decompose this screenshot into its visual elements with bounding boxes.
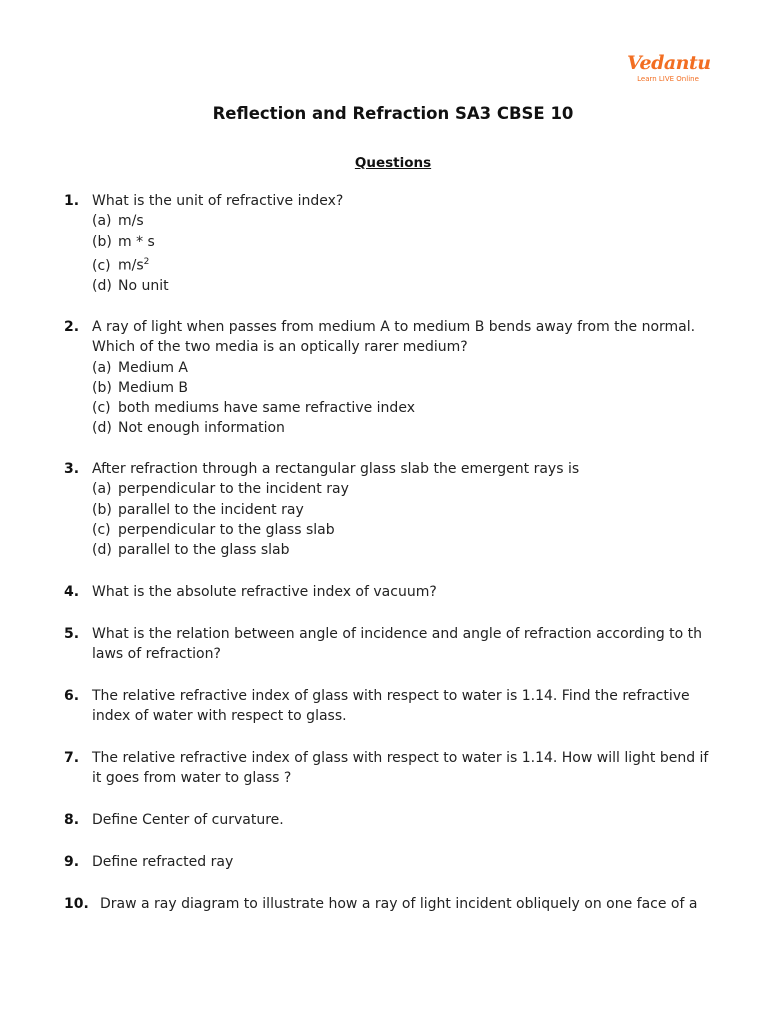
option-text: m * s	[118, 233, 155, 250]
question-number: 10.	[64, 896, 89, 912]
option-text: parallel to the incident ray	[118, 501, 304, 518]
question-item	[64, 748, 728, 789]
questions-heading: Questions	[354, 155, 432, 171]
question-number: 1.	[64, 193, 80, 209]
question-body	[92, 810, 728, 830]
question-number: 8.	[64, 812, 80, 828]
question-text: Which of the two media is an optically rarer medium?	[92, 339, 468, 356]
question-text: Define refracted ray	[92, 854, 234, 870]
answer-option	[92, 520, 728, 540]
question-body	[100, 894, 728, 914]
answer-option	[92, 398, 728, 418]
option-text: m/s	[118, 257, 144, 274]
option-label: (d)	[92, 542, 112, 559]
answer-option	[92, 500, 728, 520]
option-text: Medium A	[118, 359, 189, 376]
page-cutoff	[0, 919, 768, 1024]
question-body	[92, 459, 728, 560]
option-label: (d)	[92, 420, 112, 437]
option-text: perpendicular to the glass slab	[118, 521, 335, 538]
question-text: index of water with respect to glass.	[92, 708, 347, 725]
option-label: (b)	[92, 233, 112, 250]
question-body	[92, 852, 728, 872]
page-title: Reflection and Refraction SA3 CBSE 10	[212, 104, 574, 123]
option-label: (a)	[92, 213, 112, 230]
question-text: laws of refraction?	[92, 646, 221, 663]
answer-option	[92, 232, 728, 252]
option-text: m/s	[118, 213, 144, 230]
option-label: (a)	[92, 481, 112, 498]
question-text: After refraction through a rectangular glass slab the emergent rays is	[92, 461, 580, 477]
question-text: A ray of light when passes from medium A to medium B bends away from the normal.	[92, 319, 696, 335]
question-item	[64, 459, 728, 560]
question-item	[64, 191, 728, 296]
question-number: 3.	[64, 461, 80, 477]
question-number: 2.	[64, 319, 80, 335]
question-item	[64, 686, 728, 727]
option-label: (d)	[92, 277, 112, 294]
question-text: What is the unit of refractive index?	[92, 193, 344, 209]
question-body	[92, 582, 728, 602]
option-text: both mediums have same refractive index	[118, 400, 415, 417]
question-number: 4.	[64, 584, 80, 600]
question-item	[64, 810, 728, 830]
question-body	[92, 191, 728, 296]
question-body	[92, 624, 728, 665]
option-text: Medium B	[118, 379, 189, 396]
question-item	[64, 317, 728, 439]
option-label: (c)	[92, 257, 111, 274]
option-text: perpendicular to the incident ray	[118, 481, 349, 498]
option-text: No unit	[118, 277, 169, 294]
question-item	[64, 624, 728, 665]
option-label: (c)	[92, 521, 111, 538]
question-text: What is the relation between angle of incidence and angle of refraction according to th	[92, 626, 703, 642]
question-item	[64, 582, 728, 602]
question-body	[92, 748, 728, 789]
option-label: (c)	[92, 400, 111, 417]
logo-brand: Vedantu	[627, 52, 711, 74]
answer-option	[92, 378, 728, 398]
question-text: it goes from water to glass ?	[92, 770, 292, 787]
option-label: (a)	[92, 359, 112, 376]
logo-tagline: Learn LIVE Online	[637, 75, 699, 83]
question-text: Define Center of curvature.	[92, 812, 284, 828]
question-number: 5.	[64, 626, 80, 642]
option-label: (b)	[92, 379, 112, 396]
vedantu-logo	[627, 52, 709, 84]
question-body	[92, 686, 728, 727]
option-text: Not enough information	[118, 420, 285, 437]
question-text: The relative refractive index of glass with respect to water is 1.14. Find the refractive	[92, 688, 690, 704]
question-number: 7.	[64, 750, 80, 766]
answer-option	[92, 418, 728, 438]
answer-option	[92, 276, 728, 296]
option-label: (b)	[92, 501, 112, 518]
question-number: 9.	[64, 854, 80, 870]
answer-option	[92, 252, 728, 276]
question-text: Draw a ray diagram to illustrate how a ray of light incident obliquely on one face of a	[100, 896, 698, 912]
option-text: parallel to the glass slab	[118, 542, 290, 559]
option-superscript: 2	[143, 256, 150, 267]
question-item	[64, 852, 728, 872]
question-text: The relative refractive index of glass with respect to water is 1.14. How will light bend if	[92, 750, 709, 766]
question-item	[64, 894, 728, 914]
answer-option	[92, 358, 728, 378]
question-body	[92, 317, 728, 439]
answer-option	[92, 479, 728, 499]
question-text: What is the absolute refractive index of vacuum?	[92, 584, 437, 600]
answer-option	[92, 211, 728, 231]
question-number: 6.	[64, 688, 80, 704]
answer-option	[92, 540, 728, 560]
